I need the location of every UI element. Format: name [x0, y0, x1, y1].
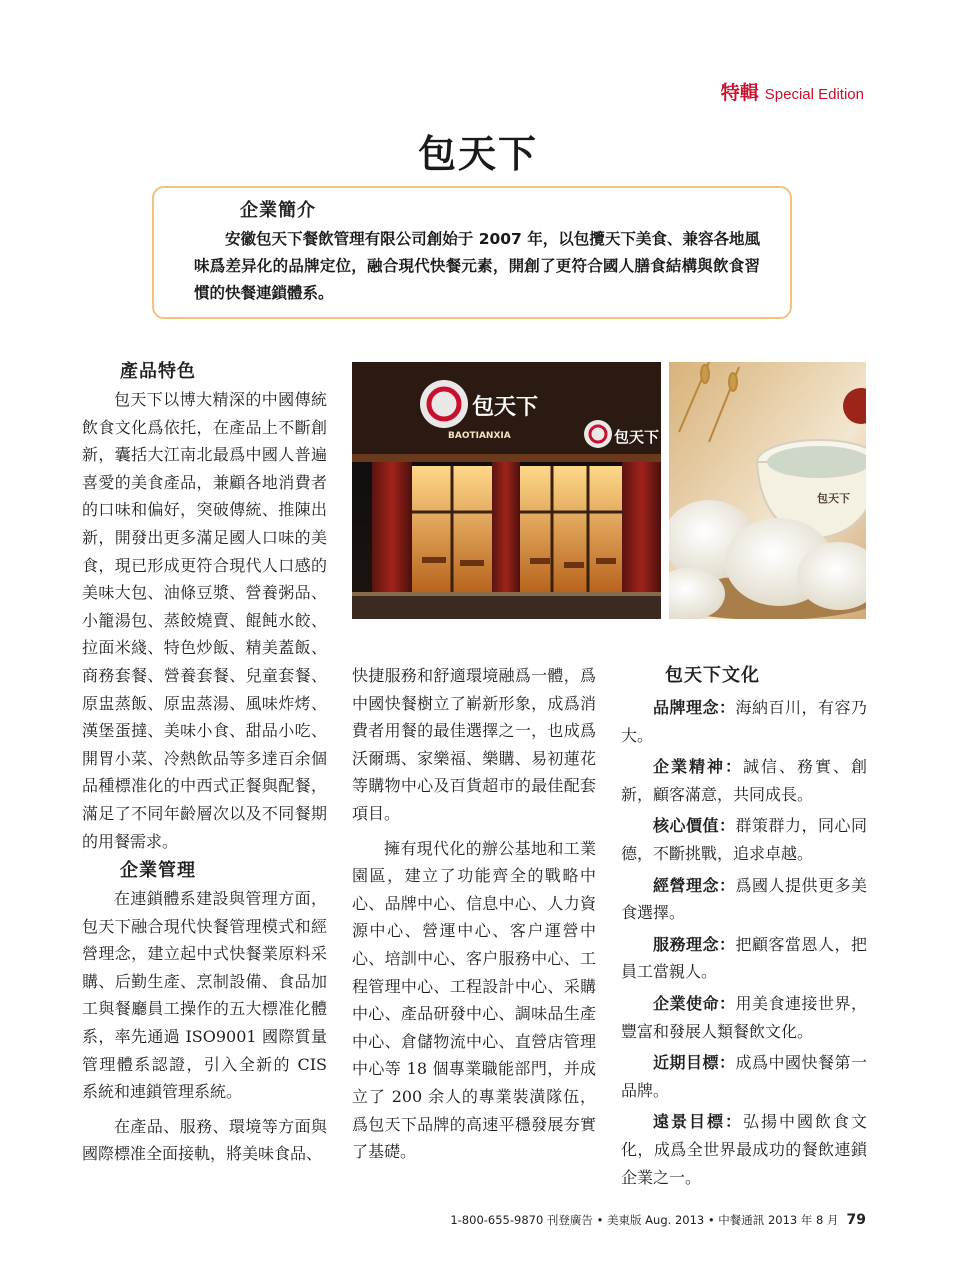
products-text: 包天下以博大精深的中國傳統飲食文化爲依托，在產品上不斷創新，囊括大江南北最爲中國人普遍喜愛的美食產品，兼顧各地消費者的口味和偏好，突破傳統、推陳出新，開發出更多滿足國人口味的美食，現已形成更符合現代人口感的美味大包、油條豆漿、營養粥品、小籠湯包、蒸餃燒賣、餛飩水餃、拉面米綫、特色炒飯、精美蓋飯、商務套餐、營養套餐、兒童套餐、原盅蒸飯、原盅蒸湯、風味炸烤、漢堡蛋撻、美味小食、甜品小吃、開胃小菜、冷熱飲品等多達百余個品種標准化的中西式正餐與配餐，滿足了不同年齡層次以及不同餐期的用餐需求。	[82, 390, 327, 851]
culture-text: 用美食連接世界，豐富和發展人類餐飲文化。	[621, 993, 867, 1041]
food-photo	[669, 362, 866, 619]
middle-para-2: 擁有現代化的辦公基地和工業園區，建立了功能齊全的戰略中心、品牌中心、信息中心、人力資源中心、營運中心、客户運營中心、培訓中心、客户服務中心、工程管理中心、工程設計中心、采購中心、產品研發中心、調味品生產中心、倉儲物流中心、直營店管理中心等 18 個專業職能部門，并成立了 200 余人的專業裝潢隊伍，爲包天下品牌的高速平穩發展夯實了基礎。	[352, 838, 596, 1162]
culture-text: 群策群力，同心同德，不斷挑戰，追求卓越。	[621, 816, 867, 863]
culture-label: 企業精神：	[653, 757, 743, 777]
store-logo-text: 包天下	[472, 395, 539, 420]
culture-item	[621, 812, 867, 867]
section-tag-zh: 特輯	[720, 82, 759, 104]
store-logo-en: BAOTIANXIA	[448, 431, 511, 441]
management-para-2: 在產品、服務、環境等方面與國際標准全面接軌，將美味食品、	[82, 1116, 327, 1164]
page-footer	[450, 1212, 866, 1228]
culture-label: 核心價值：	[653, 816, 736, 836]
column-right	[621, 662, 867, 1191]
column-left	[82, 358, 327, 1168]
culture-label: 品牌理念：	[653, 698, 736, 717]
culture-label: 近期目標：	[653, 1053, 736, 1073]
culture-item	[621, 753, 867, 808]
management-heading: 企業管理	[120, 860, 196, 882]
culture-item	[621, 694, 867, 749]
culture-text: 弘揚中國飲食文化，成爲全世界最成功的餐飲連鎖企業之一。	[621, 1112, 867, 1187]
culture-label: 企業使命：	[653, 993, 736, 1013]
products-heading: 產品特色	[120, 361, 196, 382]
page-number: 79	[846, 1212, 866, 1228]
culture-text: 把顧客當恩人，把員工當親人。	[621, 934, 867, 982]
page-title: 包天下	[417, 132, 538, 176]
culture-text: 誠信、務實、創新，顧客滿意，共同成長。	[621, 757, 867, 804]
intro-heading: 企業簡介	[240, 200, 316, 221]
culture-label: 經營理念：	[653, 875, 736, 895]
store-logo-text-2: 包天下	[614, 428, 660, 446]
culture-item	[621, 931, 867, 986]
management-para-1: 在連鎖體系建設與管理方面，包天下融合現代快餐管理模式和經營理念，建立起中式快餐業原料采購、后勤生產、烹制設備、食品加工與餐廳員工操作的五大標准化體系，率先通過 ISO9001 國際質量管理體系認證，引入全新的 CIS 系統和連鎖管理系統。	[82, 889, 327, 1102]
culture-item	[621, 872, 867, 927]
culture-item	[621, 990, 867, 1045]
culture-text: 海納百川，有容乃大。	[621, 698, 867, 745]
intro-text: 安徽包天下餐飲管理有限公司創始于 2007 年，以包攬天下美食、兼容各地風味爲差异化的品牌定位，融合現代快餐元素，開創了更符合國人膳食結構與飲食習慣的快餐連鎖體系。	[194, 230, 760, 302]
middle-para-1: 快捷服務和舒適環境融爲一體，爲中國快餐樹立了嶄新形象，成爲消費者用餐的最佳選擇之一，也成爲沃爾瑪、家樂福、樂購、易初蓮花等購物中心及百貨超市的最佳配套項目。	[352, 666, 596, 823]
footer-text: 1-800-655-9870 刊登廣告 • 美東版 Aug. 2013 • 中餐通訊 2013 年 8 月	[450, 1213, 839, 1227]
culture-text: 爲國人提供更多美食選擇。	[621, 875, 867, 923]
store-photo-graphic	[352, 362, 661, 619]
column-middle	[352, 662, 596, 1166]
culture-item	[621, 1108, 867, 1191]
culture-text: 成爲中國快餐第一品牌。	[621, 1053, 867, 1100]
store-photo	[352, 362, 661, 619]
culture-label: 服務理念：	[653, 934, 736, 954]
culture-heading: 包天下文化	[665, 665, 760, 686]
food-logo-text: 包天下	[817, 492, 850, 505]
section-tag-en: Special Edition	[764, 86, 864, 103]
food-photo-graphic	[669, 362, 866, 619]
culture-item	[621, 1049, 867, 1104]
intro-box	[152, 186, 792, 319]
culture-label: 遠景目標：	[653, 1112, 743, 1132]
section-tag	[721, 78, 864, 105]
